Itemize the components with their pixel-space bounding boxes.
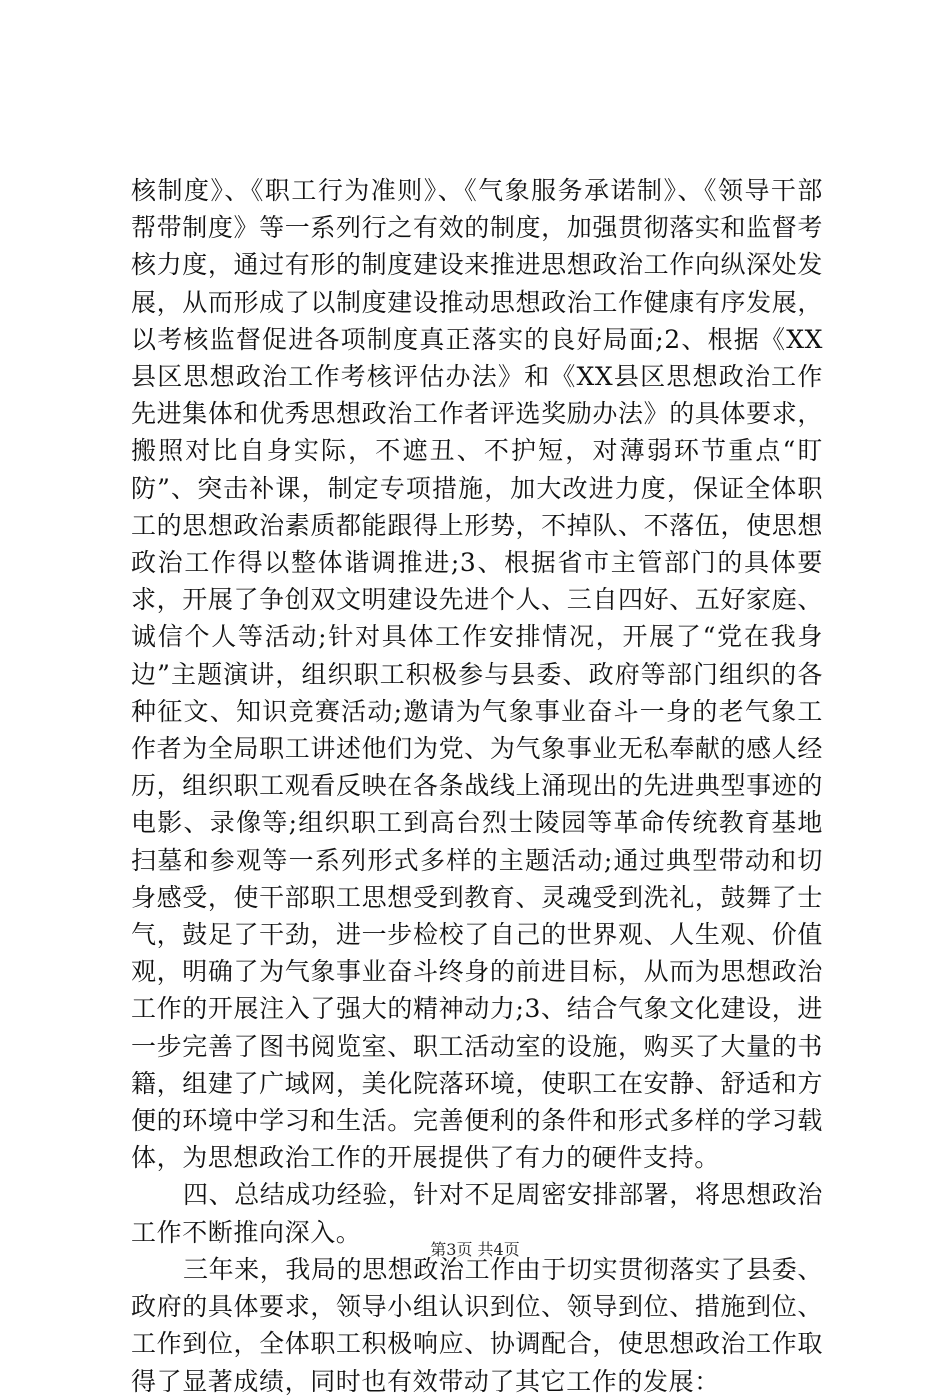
section-four-heading-paragraph: 四、总结成功经验，针对不足周密安排部署，将思想政治工作不断推向深入。 (131, 1180, 824, 1247)
page-number-footer: 第3页 共4页 (430, 1240, 520, 1259)
document-body (131, 172, 823, 1400)
body-paragraph-continued: 核制度》、《职工行为准则》、《气象服务承诺制》、《领导干部帮带制度》等一系列行之有效的制度，加强贯彻落实和监督考核力度，通过有形的制度建设来推进思想政治工作向纵深处发展，从而形成了以制度建设推动思想政治工作健康有序发展，以考核监督促进各项制度真正落实的良好局面;2、根据《XX县区思想政治工作考核评估办法》和《XX县区思想政治工作先进集体和优秀思想政治工作者评选奖励办法》的具体要求，搬照对比自身实际，不遮丑、不护短，对薄弱环节重点“盯防”、突击补课，制定专项措施，加大改进力度，保证全体职工的思想政治素质都能跟得上形势，不掉队、不落伍，使思想政治工作得以整体谐调推进;3、根据省市主管部门的具体要求，开展了争创双文明建设先进个人、三自四好、五好家庭、诚信个人等活动;针对具体工作安排情况，开展了“党在我身边”主题演讲，组织职工积极参与县委、政府等部门组织的各种征文、知识竞赛活动;邀请为气象事业奋斗一身的老气象工作者为全局职工讲述他们为党、为气象事业无私奉献的感人经历，组织职工观看反映在各条战线上涌现出的先进典型事迹的电影、录像等;组织职工到高台烈士陵园等革命传统教育基地扫墓和参观等一系列形式多样的主题活动;通过典型带动和切身感受，使干部职工思想受到教育、灵魂受到洗礼，鼓舞了士气，鼓足了干劲，进一步检校了自己的世界观、人生观、价值观，明确了为气象事业奋斗终身的前进目标，从而为思想政治工作的开展注入了强大的精神动力;3、结合气象文化建设，进一步完善了图书阅览室、职工活动室的设施，购买了大量的书籍，组建了广域网，美化院落环境，使职工在安静、舒适和方便的环境中学习和生活。完善便利的条件和形式多样的学习载体，为思想政治工作的开展提供了有力的硬件支持。 (131, 176, 823, 1173)
summary-paragraph: 三年来，我局的思想政治工作由于切实贯彻落实了县委、政府的具体要求，领导小组认识到位、领导到位、措施到位、工作到位，全体职工积极响应、协调配合，使思想政治工作取得了显著成绩，同时也有效带动了其它工作的发展： (131, 1254, 824, 1396)
